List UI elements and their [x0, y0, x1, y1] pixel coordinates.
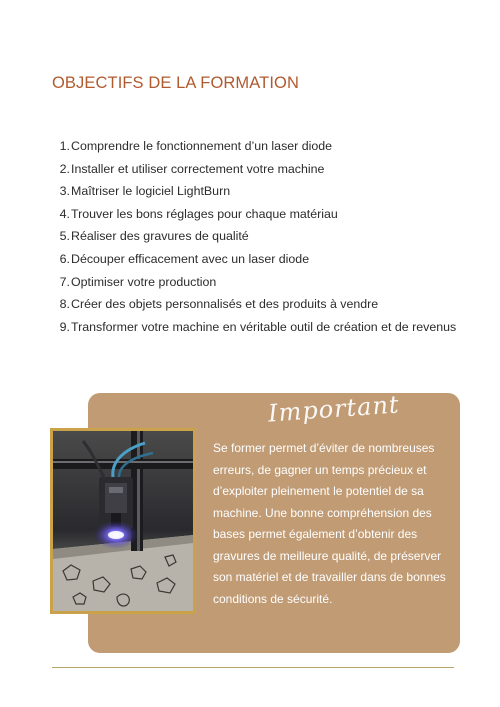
item-number: 6.	[59, 251, 70, 266]
item-text: Comprendre le fonctionnement d’un laser diode	[71, 139, 333, 153]
item-number: 3.	[59, 184, 70, 199]
list-item	[52, 248, 472, 271]
list-item	[52, 271, 472, 294]
footer-divider	[52, 667, 454, 668]
list-item	[52, 316, 472, 339]
item-number: 1.	[59, 139, 70, 153]
item-number: 2.	[59, 161, 70, 176]
objectives-list	[52, 135, 472, 338]
item-text: Maîtriser le logiciel LightBurn	[71, 184, 231, 199]
important-text: Se former permet d’éviter de nombreuses erreurs, de gagner un temps précieux et d’exploiter pleinement le potentiel de sa machine. Une bonne compréhension des bases permet également d’obtenir des gravures de meilleure qualité, de préserver son matériel et de travailler dans de bonnes conditions de sécurité.	[213, 441, 446, 606]
list-item	[52, 225, 472, 248]
item-text: Installer et utiliser correctement votre machine	[71, 161, 325, 176]
item-number: 8.	[59, 297, 70, 312]
item-text: Trouver les bons réglages pour chaque matériau	[71, 206, 338, 221]
item-number: 9.	[59, 319, 70, 334]
list-item	[52, 293, 472, 316]
item-text: Réaliser des gravures de qualité	[71, 229, 249, 244]
list-item	[52, 135, 472, 158]
list-item	[52, 158, 472, 181]
section-title: OBJECTIFS DE LA FORMATION	[52, 74, 299, 92]
list-item	[52, 180, 472, 203]
item-text: Optimiser votre production	[71, 274, 217, 289]
laser-machine-illustration	[53, 431, 193, 611]
important-heading: Important	[267, 390, 401, 428]
item-text: Découper efficacement avec un laser diode	[71, 251, 310, 266]
item-text: Transformer votre machine en véritable outil de création et de revenus	[71, 319, 457, 334]
laser-machine-photo	[50, 428, 196, 614]
item-text: Créer des objets personnalisés et des produits à vendre	[71, 297, 379, 312]
list-item	[52, 203, 472, 226]
item-number: 7.	[59, 274, 70, 289]
item-number: 4.	[59, 206, 70, 221]
item-number: 5.	[59, 229, 70, 244]
